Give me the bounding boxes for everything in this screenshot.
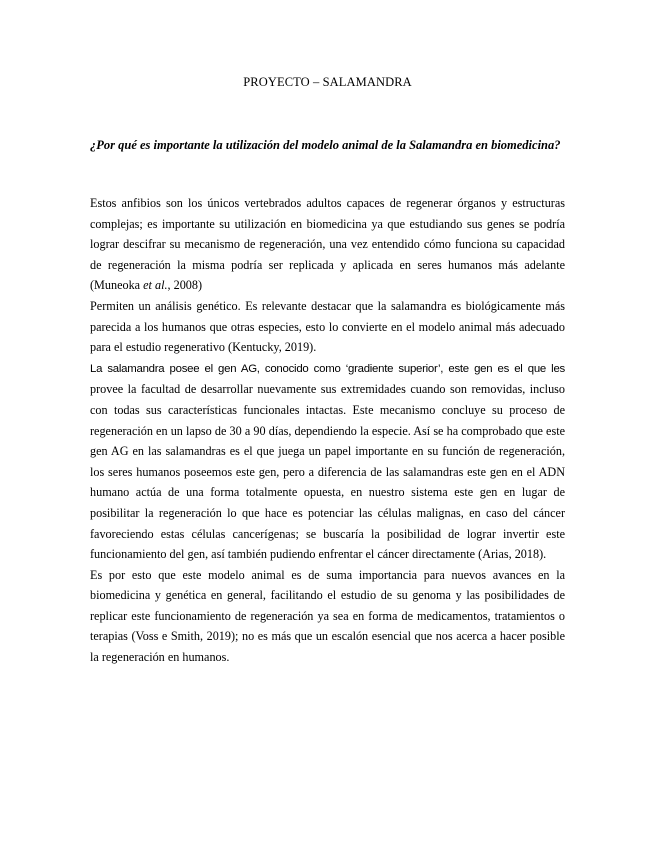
document-body [90, 193, 565, 668]
paragraph-2: Permiten un análisis genético. Es relevante destacar que la salamandra es biológicamente más parecida a los humanos que otras especies, esto lo convierte en el modelo animal más adecuado para el estudio regenerativo (Kentucky, 2019). [90, 298, 565, 355]
paragraph-3-first-line: La salamandra posee el gen AG, conocido como ‘gradiente superior’, este gen es el que les [90, 362, 565, 375]
section-question: ¿Por qué es importante la utilización del modelo animal de la Salamandra en biomedicina? [90, 138, 561, 152]
paragraph-3-rest: provee la facultad de desarrollar nuevamente sus extremidades cuando son removidas, incluso con todas sus características funcionales intactas. Este mecanismo concluye su proceso de regeneración en un lapso de 30 a 90 días, dependiendo la especie. Así se ha comprobado que este gen AG en las salamandras es el que juega un papel importante en su función de regeneración, los seres humanos poseemos este gen, pero a diferencia de las salamandras este gen en el ADN humano actúa de una forma totalmente opuesta, en nuestro sistema este gen en lugar de posibilitar la regeneración lo que hace es potenciar las células malignas, en caso del cáncer favoreciendo estas células cancerígenas; se buscaría la posibilidad de lograr invertir este funcionamiento del gen, así también pudiendo enfrentar el cáncer directamente (Arias, 2018). [90, 382, 565, 562]
paragraph-1-text-b: , 2008) [167, 278, 203, 293]
paragraph-1-text-a: Estos anfibios son los únicos vertebrados adultos capaces de regenerar órganos y estructuras complejas; es importante su utilización en biomedicina ya que estudiando sus genes se podría lograr descifrar su mecanismo de regeneración, una vez entendido cómo funciona su capacidad de regeneración la misma podría ser replicada y aplicada en seres humanos más adelante (Muneoka [90, 196, 565, 293]
paragraph-4: Es por esto que este modelo animal es de suma importancia para nuevos avances en la biomedicina y genética en general, facilitando el estudio de su genoma y las posibilidades de replicar este funcionamiento de regeneración ya sea en forma de medicamentos, tratamientos o terapias (Voss e Smith, 2019); no es más que un escalón esencial que nos acerca a hacer posible la regeneración en humanos. [90, 567, 565, 665]
paragraph-1-italic: et al. [143, 278, 168, 293]
paragraph-1 [90, 193, 565, 296]
paragraph-3 [90, 358, 565, 565]
document-title: PROYECTO – SALAMANDRA [243, 75, 412, 89]
